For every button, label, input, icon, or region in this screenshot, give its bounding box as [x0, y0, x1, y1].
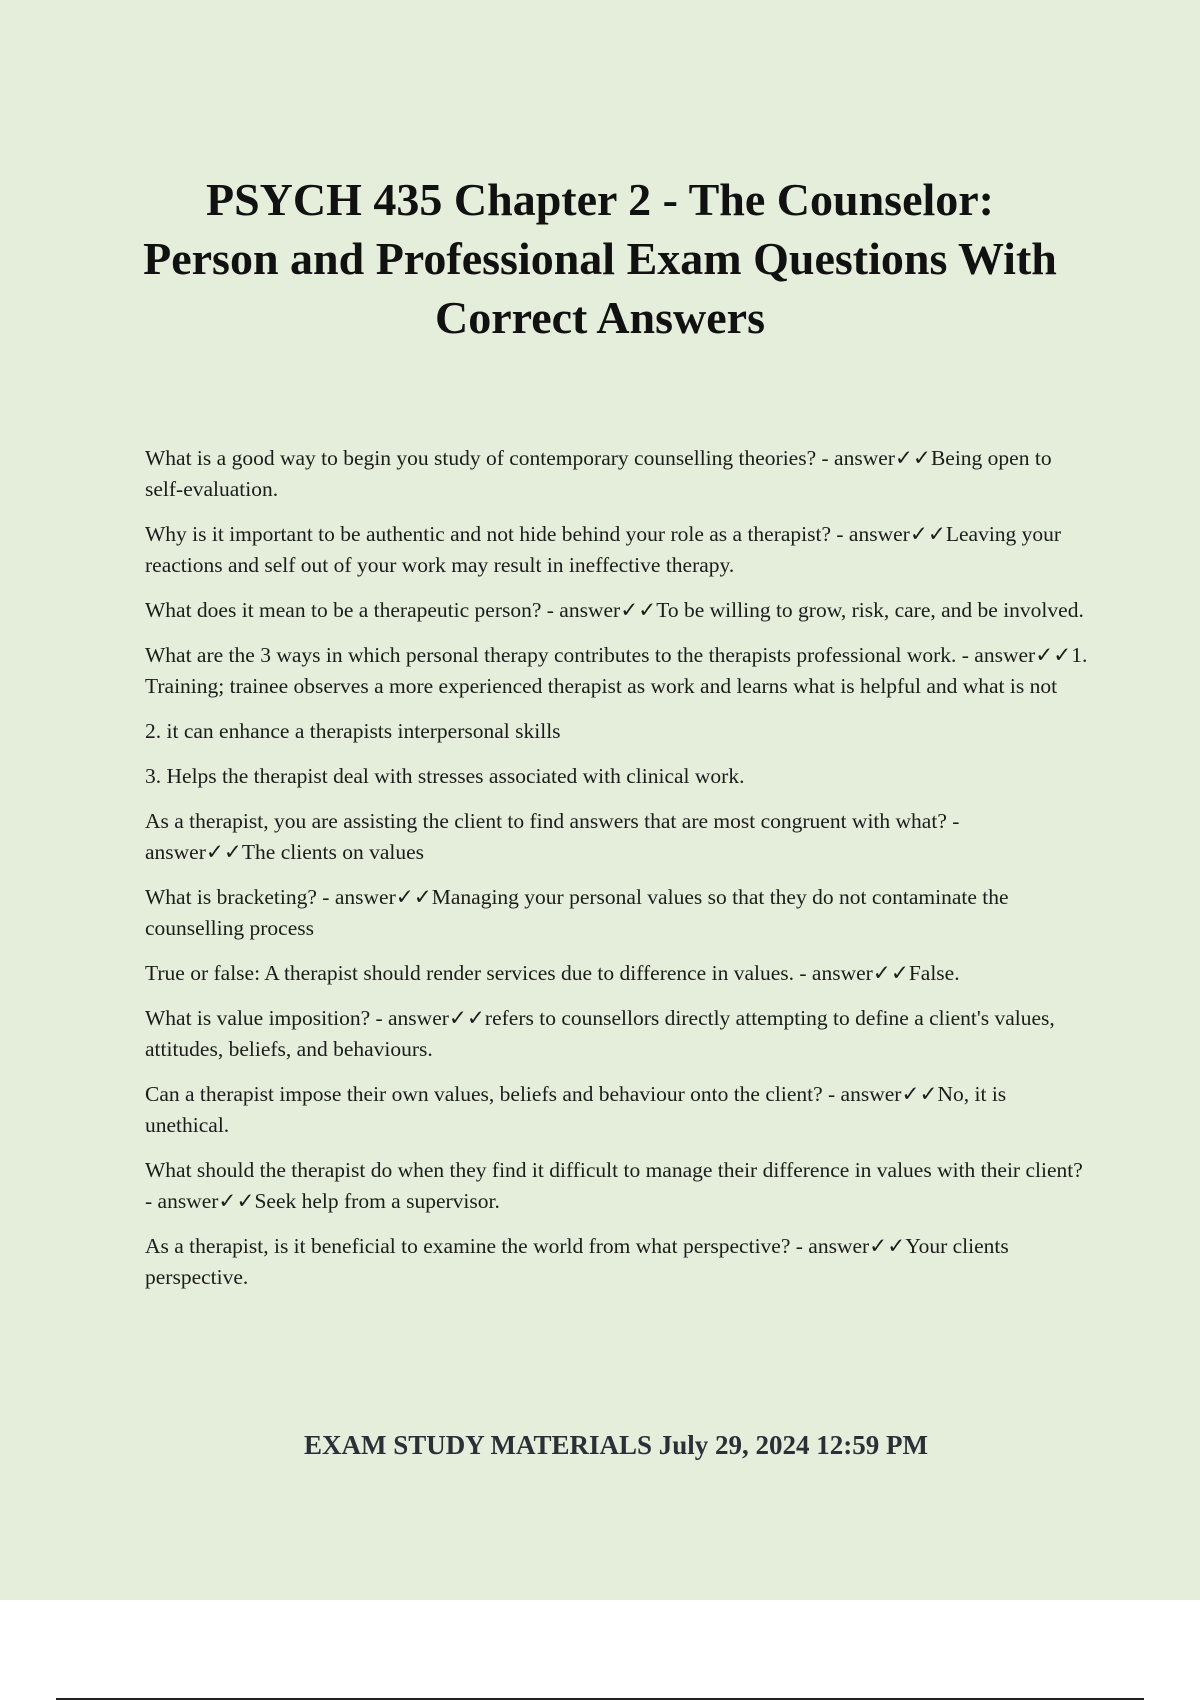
- list-item: What does it mean to be a therapeutic person? - answer✓✓To be willing to grow, risk, care, and be involved.: [145, 598, 1084, 622]
- document-title: PSYCH 435 Chapter 2 - The Counselor: Person and Professional Exam Questions With Correct Answers: [143, 174, 1057, 343]
- list-item: What should the therapist do when they find it difficult to manage their difference in values with their client? - answer✓✓Seek help from a supervisor.: [145, 1158, 1083, 1213]
- list-item: As a therapist, you are assisting the client to find answers that are most congruent with what? - answer✓✓The clients on values: [145, 809, 960, 864]
- list-item: What are the 3 ways in which personal therapy contributes to the therapists professional work. - answer✓✓1. Training; trainee observes a more experienced therapist as work and learns what is helpful and what is not: [145, 643, 1088, 698]
- list-item: Can a therapist impose their own values, beliefs and behaviour onto the client? - answer✓✓No, it is unethical.: [145, 1082, 1007, 1137]
- list-item: As a therapist, is it beneficial to examine the world from what perspective? - answer✓✓Your clients perspective.: [145, 1234, 1009, 1289]
- list-item: What is bracketing? - answer✓✓Managing your personal values so that they do not contaminate the counselling process: [145, 885, 1009, 940]
- list-item: Why is it important to be authentic and not hide behind your role as a therapist? - answer✓✓Leaving your reactions and self out of your work may result in ineffective therapy.: [145, 522, 1062, 577]
- qa-list: [145, 443, 1090, 1307]
- list-item: What is a good way to begin you study of contemporary counselling theories? - answer✓✓Being open to self-evaluation.: [145, 446, 1052, 501]
- list-item: What is value imposition? - answer✓✓refers to counsellors directly attempting to define a client's values, attitudes, beliefs, and behaviours.: [145, 1006, 1055, 1061]
- list-item: 3. Helps the therapist deal with stresses associated with clinical work.: [145, 764, 745, 788]
- list-item: 2. it can enhance a therapists interpersonal skills: [145, 719, 561, 743]
- list-item: True or false: A therapist should render services due to difference in values. - answer✓✓False.: [145, 961, 960, 985]
- document-footer: EXAM STUDY MATERIALS July 29, 2024 12:59 PM: [303, 1430, 929, 1460]
